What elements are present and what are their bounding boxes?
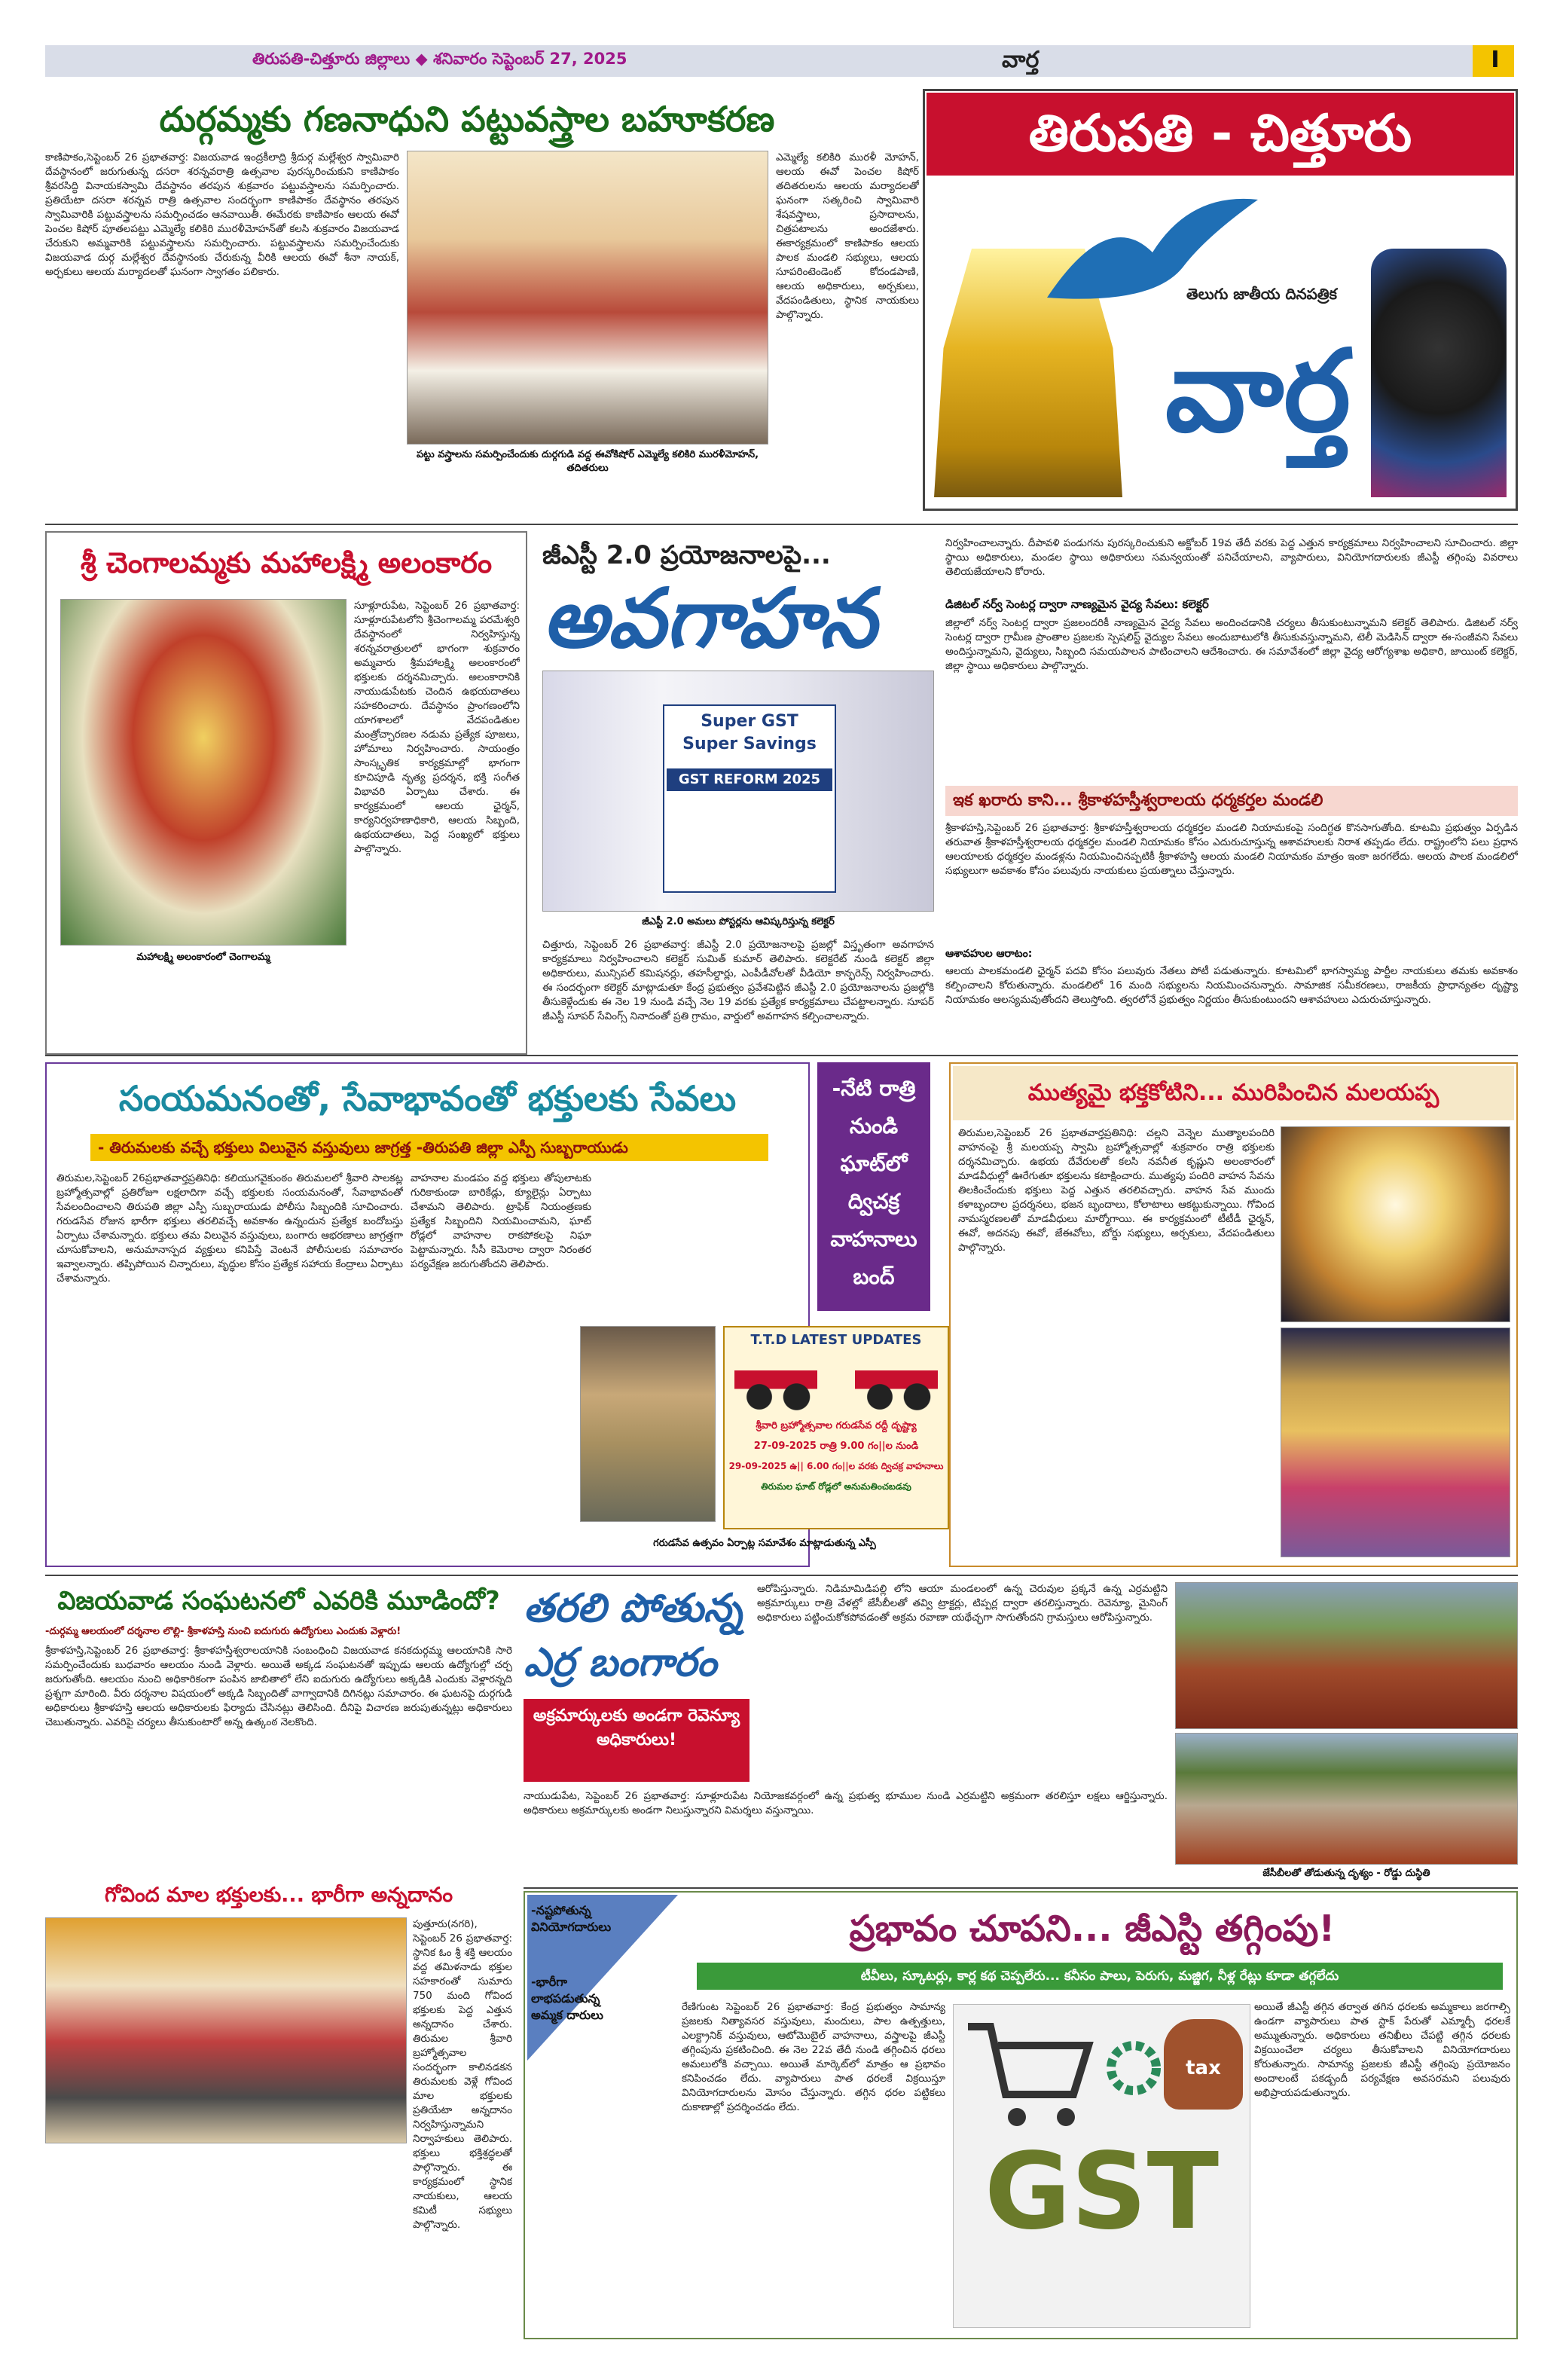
a6-line6: బంద్ — [853, 1264, 895, 1289]
sp-photo — [580, 1326, 716, 1522]
page-number: I — [1491, 47, 1500, 73]
a10-photo-caption: జేసీబీలతో తోడుతున్న దృశ్యం - రోడ్డు దుస్థితి — [1262, 1868, 1430, 1879]
a5-subhead: - తిరుమలకు వచ్చే భక్తులు విలువైన వస్తువులు జాగ్రత్త -తిరుపతి జిల్లా ఎస్పీ సుబ్బరాయుడు — [98, 1138, 628, 1156]
header-date-strip: తిరుపతి-చిత్తూరు జిల్లాలు ◆ శనివారం సెప్టెంబర్ 27, 2025 — [252, 50, 627, 68]
masthead-tagline: తెలుగు జాతీయ దినపత్రిక — [1186, 285, 1337, 303]
gst-poster-line2: Super Savings — [682, 735, 817, 753]
divider-3 — [45, 1575, 1518, 1576]
a10-red-text: అక్రమార్కులకు అండగా రెవెన్యూ అధికారులు! — [533, 1706, 740, 1749]
a4-body2: జిల్లాలో నర్వ్ సెంటర్ల ద్వారా ప్రజలందరికీ నాణ్యమైన వైద్య సేవలు అందించడానికి చర్యలు తీసుకుంటున్నామని కలెక్టర్ తెలిపారు. డిజిటల్ నర్వ్ సెంటర్ల ద్వారా గ్రామీణ ప్రాంతాల ప్రజలకు స్పెషలిస్ట్ వైద్యుల సేవలు అందుబాటులోకి తీసుకువస్తున్నామని, టెలీ మెడిసిన్ ద్వారా ఈ-సంజీవని సేవలు అందిస్తున్నామని, వైద్యులు, సిబ్బంది సమయపాలన పాటించాలని ఆదేశించారు. ఈ సమావేశంలో జిల్లా వైద్య ఆరోగ్యశాఖ అధికారి, జాయింట్ కలెక్టర్, జిల్లా స్థాయి అధికారులు పాల్గొన్నారు. — [945, 617, 1518, 672]
a3-kicker: జీఎస్టీ 2.0 ప్రయోజనాలపై... — [542, 540, 831, 570]
a9-body: పుత్తూరు(నగరి), సెప్టెంబర్ 26 ప్రభాతవార్త: స్థానిక ఓం శ్రీ శక్తి ఆలయం వద్ద తమిళనాడు భక్తుల సహకారంతో సుమారు 750 మంది గోవింద భక్తులకు పెద్ద ఎత్తున అన్నదానం చేశారు. తిరుమల శ్రీవారి బ్రహ్మోత్సవాల సందర్భంగా కాలినడకన తిరుమలకు వెళ్లే గోవింద మాల భక్తులకు ప్రతియేటా అన్నదానం నిర్వహిస్తున్నామని నిర్వాహకులు తెలిపారు. భక్తులు భక్తిశ్రద్ధలతో పాల్గొన్నారు. ఈ కార్యక్రమంలో స్థానిక నాయకులు, ఆలయ కమిటీ సభ్యులు పాల్గొన్నారు. — [413, 1918, 512, 2231]
a8-subhead: -దుర్గమ్మ ఆలయంలో దర్శనాల లొల్లి- శ్రీకాళహస్తి నుంచి ఐదుగురు ఉద్యోగులు ఎందుకు వెళ్లారు! — [45, 1626, 401, 1637]
tax-bag-label: tax — [1186, 2057, 1221, 2079]
a7-body: తిరుమల,సెప్టెంబర్ 26 ప్రభాతవార్తప్రతినిధి: చల్లని వెన్నెల ముత్యాలపందిరి వాహనంపై శ్రీ మలయప్ప స్వామి బ్రహ్మోత్సవాల్లో శుక్రవారం రాత్రి భక్తులకు దర్శనమిచ్చారు. ఉభయ దేవేరులతో కలసి నవనీత కృష్ణుని అలంకారంలో మాడవీధుల్లో ఊరేగుతూ భక్తులను కటాక్షించారు. ముత్యపు పందిరి వాహన సేవను తిలకించేందుకు భక్తులు పెద్ద ఎత్తున తరలివచ్చారు. వాహన సేవ ముందు కళాబృందాల ప్రదర్శనలు, భజన బృందాలు, కోలాటాలు ఆకట్టుకున్నాయి. గోవింద నామస్మరణలతో మాడవీధులు మార్మోగాయి. ఈ కార్యక్రమంలో టీటీడీ ఛైర్మన్, ఈవో, అదనపు ఈవో, జేఈవోలు, బోర్డు సభ్యులు, అర్చకులు, వేదపండితులు పాల్గొన్నారు. — [958, 1127, 1275, 1254]
gst-poster-line3: GST REFORM 2025 — [667, 768, 832, 791]
a6-line3: ఘాట్‌లో — [840, 1151, 908, 1176]
a6-line5: వాహనాలు — [830, 1227, 917, 1251]
gear-icon — [1100, 2034, 1168, 2102]
a10-headline-line1: తరలి పోతున్న — [524, 1586, 743, 1631]
divider-2 — [45, 1055, 1518, 1056]
a8-body: శ్రీకాళహస్తి,సెప్టెంబర్ 26 ప్రభాతవార్త: శ్రీకాళహస్తీశ్వరాలయానికి సంబంధించి విజయవాడ కనకదుర్గమ్మ ఆలయానికి సారె సమర్పించేందుకు బుధవారం ఆలయం నుండి వెళ్లారు. అయితే అక్కడ సంఘటనతో ఇప్పుడు ఆలయ ఉద్యోగుల్లో చర్చ జరుగుతోంది. ఆలయం నుంచి అధికారికంగా పంపిన జాబితాలో లేని ఐదుగురు ఉద్యోగులు అక్కడికి ఎందుకు వెళ్లారన్నది ప్రశ్నగా మారింది. వీరు దర్శనాల విషయంలో అక్కడి సిబ్బందితో వాగ్వాదానికి దిగినట్లు సమాచారం. ఈ ఘటనపై దుర్గగుడి అధికారులు శ్రీకాళహస్తి ఆలయ అధికారులకు ఫిర్యాదు చేసినట్లు తెలిసింది. దీనిపై విచారణ జరుపుతున్నట్లు అధికారులు చెబుతున్నారు. ఎవరిపై చర్యలు తీసుకుంటారో అన్న ఉత్కంఠ నెలకొంది. — [45, 1645, 512, 1728]
ganesha-idol-image — [1371, 249, 1507, 497]
masthead-logo: వార్త — [1165, 326, 1351, 457]
divider-4 — [524, 1887, 1518, 1889]
a2-photo-caption: మహాలక్ష్మి అలంకారంలో చెంగాలమ్మ — [136, 952, 270, 963]
a4-body1: నిర్వహించాలన్నారు. దీపావళి పండుగను పురస్కరించుకుని అక్టోబర్ 19వ తేదీ వరకు పెద్ద ఎత్తున కార్యక్రమాలు నిర్వహించాలని సూచించారు. జిల్లా స్థాయి అధికారులు, మండల స్థాయి అధికారులు సమన్వయంతో పనిచేయాలని, వ్యాపారులు, వినియోగదారులకు జీఎస్టీ తగ్గింపు వివరాలు తెలియజేయాలని కోరారు. — [945, 537, 1518, 578]
a4-subhead-temple: ఇక ఖరారు కాని... శ్రీకాళహస్తీశ్వరాలయ ధర్మకర్తల మండలి — [953, 791, 1323, 810]
gst-graphic-label: GST — [984, 2132, 1220, 2253]
a1-headline: దుర్గమ్మకు గణనాధుని పట్టువస్త్రాల బహూకరణ — [159, 99, 775, 139]
gear-body — [1111, 2045, 1156, 2091]
a5-photo-caption: గరుడసేవ ఉత్సవం ఏర్పాట్ల సమావేశం మాట్లాడుతున్న ఎస్పీ — [653, 1538, 876, 1549]
a11-headline: ప్రభావం చూపని... జీఎస్టి తగ్గింపు! — [849, 1908, 1336, 1950]
a5-headline: సంయమనంతో, సేవాభావంతో భక్తులకు సేవలు — [118, 1078, 737, 1119]
a6-line2: నుండి — [849, 1114, 899, 1138]
a3-photo-caption: జీఎస్టీ 2.0 అమలు పోస్టర్లను ఆవిష్కరిస్తున్న కలెక్టర్ — [642, 916, 835, 927]
a11-subhead: టీవీలు, స్కూటర్లు, కార్ల కథ చెప్పలేరు... కనీసం పాలు, పెరుగు, మజ్జిగ, నీళ్ల రేట్లు కూడా తగ్గలేదు — [860, 1969, 1339, 1984]
a2-body: సూళ్లూరుపేట, సెప్టెంబర్ 26 ప్రభాతవార్త: సూళ్లూరుపేటలోని శ్రీచెంగాలమ్మ పరమేశ్వరి దేవస్థానంలో నిర్వహిస్తున్న శరన్నవరాత్రులలో భాగంగా శుక్రవారం అమ్మవారు శ్రీమహాలక్ష్మి అలంకారంలో భక్తులకు దర్శనమిచ్చారు. అలంకారానికి నాయుడుపేటకు చెందిన ఉభయదాతలు సహకరించారు. దేవస్థానం ప్రాంగణంలోని యాగశాలలో వేదపండితుల మంత్రోచ్ఛారణల నడుమ ప్రత్యేక పూజలు, హోమాలు నిర్వహించారు. సాయంత్రం సాంస్కృతిక కార్యక్రమాల్లో భాగంగా కూచిపూడి నృత్య ప్రదర్శన, భక్తి సంగీత విభావరి ఏర్పాటు చేశారు. ఈ కార్యక్రమంలో ఆలయ ఛైర్మన్, కార్యనిర్వహణాధికారి, ఆలయ సిబ్బంది, ఉభయదాతలు, పెద్ద సంఖ్యలో భక్తులు పాల్గొన్నారు. — [354, 600, 520, 855]
a2-photo — [60, 599, 347, 946]
a4-subhead-aspirants: ఆశావహుల ఆరాటం: — [945, 948, 1033, 960]
a4-subhead-nerve: డిజిటల్ నర్వ్ సెంటర్ల ద్వారా నాణ్యమైన వైద్య సేవలు: కలెక్టర్ — [945, 597, 1209, 611]
ttd-poster-line2: శ్రీవారి బ్రహ్మోత్సవాల గరుడసేవ రద్దీ దృష్ట్యా — [756, 1420, 917, 1431]
a4-body3: శ్రీకాళహస్తి,సెప్టెంబర్ 26 ప్రభాతవార్త: శ్రీకాళహస్తీశ్వరాలయ ధర్మకర్తల మండలి నియామకంపై సందిగ్ధత కొనసాగుతోంది. కూటమి ప్రభుత్వం ఏర్పడిన తరువాత శ్రీకాళహస్తీశ్వరాలయ ధర్మకర్తల మండలి నియామకం కోసం ఎదురుచూస్తున్న ఆశావహులకు నిరాశ తప్పడం లేదు. రాష్ట్రంలోని పలు ప్రధాన ఆలయాలకు ధర్మకర్తల మండళ్లను నియమించినప్పటికీ శ్రీకాళహస్తి ఆలయ మండలి నియామకం మాత్రం ఇంకా జరగలేదు. ఆలయ పాలక మండలిలో సభ్యులుగా అవకాశం కోసం పలువురు నాయకులు ప్రయత్నాలు చేస్తున్నారు. — [945, 822, 1518, 877]
a9-photo — [45, 1917, 407, 2143]
a3-body: చిత్తూరు, సెప్టెంబర్ 26 ప్రభాతవార్త: జీఎస్టీ 2.0 ప్రయోజనాలపై ప్రజల్లో విస్తృతంగా అవగాహన కార్యక్రమాలు నిర్వహించాలని కలెక్టర్ సుమిత్ కుమార్ తెలిపారు. కలెక్టరేట్ నుండి కలెక్టర్ జిల్లా అధికారులు, మున్సిపల్ కమిషనర్లు, తహసీల్దార్లు, ఎంపీడీవోలతో వీడియో కాన్ఫరెన్స్ నిర్వహించారు. ఈ సందర్భంగా కలెక్టర్ మాట్లాడుతూ కేంద్ర ప్రభుత్వం ప్రవేశపెట్టిన జీఎస్టీ 2.0 ప్రయోజనాలను ప్రజల్లోకి తీసుకెళ్లేందుకు ఈ నెల 19 నుండి వచ్చే నెల 19 వరకు ప్రత్యేక కార్యక్రమాలు చేపట్టాలన్నారు. సూపర్ జీఎస్టీ సూపర్ సేవింగ్స్ నినాదంతో ప్రతి గ్రామం, వార్డులో అవగాహన కల్పించాలన్నారు. — [542, 939, 934, 1022]
divider-1 — [45, 524, 1518, 525]
a10-body-col2: నాయుడుపేట, సెప్టెంబర్ 26 ప్రభాతవార్త: సూళ్లూరుపేట నియోజకవర్గంలో ఉన్న ప్రభుత్వ భూముల నుండి ఎర్రమట్టిని అక్రమంగా తరలిస్తూ లక్షలు ఆర్జిస్తున్నారు. అధికారులు అక్రమార్కులకు అండగా నిలుస్తున్నారని విమర్శలు వస్తున్నాయి. — [524, 1790, 1168, 1816]
a6-line1: -నేటి రాత్రి — [832, 1076, 916, 1101]
a7-headline: ముత్యమై భక్తకోటిని... మురిపించిన మలయప్ప — [1027, 1080, 1439, 1106]
a11-body-col1: రేణిగుంట సెప్టెంబర్ 26 ప్రభాతవార్త: కేంద్ర ప్రభుత్వం సామాన్య ప్రజలకు నిత్యావసర వస్తువులు, మందులు, పాల ఉత్పత్తులు, ఎలక్ట్రానిక్ వస్తువులు, ఆటోమొబైల్ వాహనాలు, వస్త్రాలపై జీఎస్టీ తగ్గింపును ప్రకటించింది. ఈ నెల 22వ తేదీ నుండి తగ్గించిన ధరలు అమలులోకి వచ్చాయి. అయితే మార్కెట్‌లో మాత్రం ఆ ప్రభావం కనిపించడం లేదు. వ్యాపారులు పాత ధరలకే విక్రయిస్తూ వినియోగదారులను మోసం చేస్తున్నారు. తగ్గిన ధరల పట్టికలు దుకాణాల్లో ప్రదర్శించడం లేదు. — [682, 2001, 945, 2113]
ttd-poster-title: T.T.D LATEST UPDATES — [750, 1332, 922, 1348]
a5-body-col2: వాహనాల మండపం వద్ద భక్తులు తోపులాటకు గురికాకుండా బారికేడ్లు, క్యూలైన్లు ఏర్పాటు చేశామని తెలిపారు. ట్రాఫిక్ నియంత్రణకు ప్రత్యేక సిబ్బందిని నియమించామని, ఘాట్ రోడ్లలో వాహనాల రాకపోకలపై నిఘా పెట్టామన్నారు. సీసీ కెమెరాల ద్వారా నిరంతర పర్యవేక్షణ జరుగుతోందని తెలిపారు. — [411, 1172, 591, 1270]
a1-body-col1: కాణిపాకం,సెప్టెంబర్ 26 ప్రభాతవార్త: విజయవాడ ఇంద్రకీలాద్రి శ్రీదుర్గ మల్లేశ్వర స్వామివారి దేవస్థానంలో జరుగుతున్న దసరా శరన్నవరాత్రి ఉత్సవాల పురస్కరించుకుని కాణిపాకం శ్రీవరసిద్ధి వినాయకస్వామి దేవస్థానం తరపున శుక్రవారం పట్టువస్త్రాలను సమర్పించారు. ప్రతియేటా దసరా శరన్నవ రాత్రి ఉత్సవాల సందర్భంగా కాణిపాకం దేవస్థానం తరపున స్వామివారికి పట్టువస్త్రాలను సమర్పించడం ఆనవాయితీ. ఈమేరకు కాణిపాకం ఆలయ ఈవో పెంచల కిషోర్ పూతలపట్టు ఎమ్మెల్యే కలికిరి మురళీమోహన్‌తో కలసి శుక్రవారం విజయవాడ చేరుకుని అమ్మవారికి పట్టువస్త్రాలను సమర్పించారు. పట్టువస్త్రాలను సమర్పించేందుకు విజయవాడ దుర్గ మల్లేశ్వర దేవస్థానంకు చేరుకున్న వీరికి ఆలయ ఈవో శీనా నాయక్, అర్చకులు ఆలయ మర్యాదలతో ఘనంగా స్వాగతం పలికారు. — [45, 151, 399, 278]
a11-body-col2: అయితే జీఎస్టీ తగ్గిన తర్వాత తగిన ధరలకు అమ్మకాలు జరగాల్సి ఉండగా వ్యాపారులు పాత స్టాక్ పేరుతో ఎమ్మార్పీ ధరలకే అమ్ముతున్నారు. అధికారులు తనిఖీలు చేపట్టి తగ్గిన ధరలకు విక్రయించేలా చర్యలు తీసుకోవాలని వినియోగదారులు కోరుతున్నారు. సామాన్య ప్రజలకు జీఎస్టీ తగ్గింపు ప్రయోజనం అందాలంటే పకడ్బందీ పర్యవేక్షణ అవసరమని పలువురు అభిప్రాయపడుతున్నారు. — [1254, 2001, 1510, 2099]
shopping-cart-icon — [960, 2012, 1096, 2132]
a5-body-col1: తిరుమల,సెప్టెంబర్ 26ప్రభాతవార్తప్రతినిధి: కలియుగవైకుంఠం తిరుమలలో శ్రీవారి సాలకట్ల బ్రహ్మోత్సవాల్లో ప్రతిరోజూ లక్షలాదిగా వచ్చే భక్తులకు సంయమనంతో, సేవాభావంతో సేవలందించాలని తిరుపతి జిల్లా ఎస్పీ సుబ్బరాయుడు పోలీసు సిబ్బందికి సూచించారు. గరుడసేవ రోజున భారీగా భక్తులు తరలివచ్చే అవకాశం ఉన్నందున ప్రత్యేక బందోబస్తు ఏర్పాటు చేశామన్నారు. భక్తులు తమ విలువైన వస్తువులు, బంగారు ఆభరణాలు జాగ్రత్తగా చూసుకోవాలని, అనుమానాస్పద వ్యక్తులు కనిపిస్తే వెంటనే పోలీసులకు సమాచారం ఇవ్వాలన్నారు. తప్పిపోయిన చిన్నారులు, వృద్ధుల కోసం ప్రత్యేక సహాయ కేంద్రాలు ఏర్పాటు చేశామన్నారు. — [56, 1172, 403, 1285]
bike-image-right — [855, 1360, 938, 1413]
dove-wing-shape — [1047, 199, 1258, 299]
gst-poster-line1: Super GST — [701, 712, 798, 731]
a6-line4: ద్విచక్ర — [847, 1189, 900, 1214]
a10-headline-line2: ఎర్ర బంగారం — [524, 1640, 717, 1685]
a4-body4: ఆలయ పాలకమండలి ఛైర్మన్ పదవి కోసం పలువురు నేతలు పోటీ పడుతున్నారు. కూటమిలో భాగస్వామ్య పార్టీల నాయకులు తమకు అవకాశం కల్పించాలని కోరుతున్నారు. మండలిలో 16 మంది సభ్యులను నియమించనున్నారు. సామాజిక సమీకరణలు, రాజకీయ ప్రాధాన్యతల దృష్ట్యా నియామకం ఆలస్యమవుతోందని తెలుస్తోంది. త్వరలోనే ప్రభుత్వం నిర్ణయం తీసుకుంటుందని ఆశావహులు ఎదురుచూస్తున్నారు. — [945, 965, 1518, 1006]
a7-photo-vahanam — [1281, 1126, 1510, 1322]
header-paper-name: వార్త — [1002, 47, 1040, 73]
a1-photo-caption: పట్టు వస్త్రాలను సమర్పించేందుకు దుర్గగుడి వద్ద ఈవోకిషోర్ ఎమ్మెల్యే కలికిరి మురళీమోహన్, తదితరులు — [416, 449, 759, 474]
a1-body-col2: ఎమ్మెల్యే కలికిరి మురళీ మోహన్, ఆలయ ఈవో పెంచల కిషోర్ తదితరులను ఆలయ మర్యాదలతో ఘనంగా సత్కరించి స్వామివారి శేషవస్త్రాలు, ప్రసాదాలను, చిత్రపటాలను అందజేశారు. ఈకార్యక్రమంలో కాణిపాకం ఆలయ పాలక మండలి సభ్యులు, ఆలయ సూపరింటెండెంట్ కోదండపాణి, ఆలయ అధికారులు, అర్చకులు, వేదపండితులు, స్థానిక నాయకులు పాల్గొన్నారు. — [776, 151, 919, 321]
a11-side-line1: -నష్టపోతున్న వినియోగదారులు — [531, 1903, 612, 1934]
masthead-city: తిరుపతి - చిత్తూరు — [1028, 104, 1412, 163]
ttd-poster-line3: 27-09-2025 రాత్రి 9.00 గం||ల నుండి — [753, 1441, 919, 1452]
a7-photo-devotees — [1281, 1327, 1510, 1557]
a11-side-line2: -భారీగా లాభపడుతున్న అమ్మక దారులు — [531, 1975, 603, 2022]
a10-body-col1: ఆరోపిస్తున్నారు. నిడిమామిడిపల్లి లోని ఆయా మండలంలో ఉన్న చెరువుల ప్రక్కనే ఉన్న ఎర్రమట్టిని అక్రమార్కులు రాత్రి వేళల్లో జేసీబీలతో తవ్వి ట్రాక్టర్లు, టిప్పర్ల ద్వారా తరలిస్తున్నారు. రెవెన్యూ, మైనింగ్ అధికారులు పట్టించుకోకపోవడంతో అక్రమ రవాణా యథేచ్ఛగా సాగుతోందని గ్రామస్తులు ఆరోపిస్తున్నారు. — [757, 1583, 1168, 1624]
a2-headline: శ్రీ చెంగాలమ్మకు మహాలక్ష్మి అలంకారం — [80, 546, 493, 579]
ttd-poster-line5: తిరుమల ఘాట్ రోడ్లలో అనుమతించబడవు — [761, 1481, 911, 1492]
cart-outline — [968, 2027, 1088, 2094]
a1-photo — [407, 151, 768, 445]
cart-wheel-left — [1008, 2108, 1026, 2126]
bike-image-left — [734, 1360, 817, 1413]
a9-headline: గోవింద మాల భక్తులకు... భారీగా అన్నదానం — [104, 1884, 453, 1907]
a3-headline: అవగాహన — [542, 574, 877, 665]
ttd-poster-line4: 29-09-2025 ఉ|| 6.00 గం||ల వరకు ద్విచక్ర వాహనాలు — [728, 1461, 944, 1471]
cart-wheel-right — [1057, 2108, 1075, 2126]
a10-photo-road — [1175, 1733, 1518, 1865]
a8-headline: విజయవాడ సంఘటనలో ఎవరికి మూడిందో? — [57, 1586, 500, 1616]
a10-photo-jcb — [1175, 1582, 1518, 1729]
